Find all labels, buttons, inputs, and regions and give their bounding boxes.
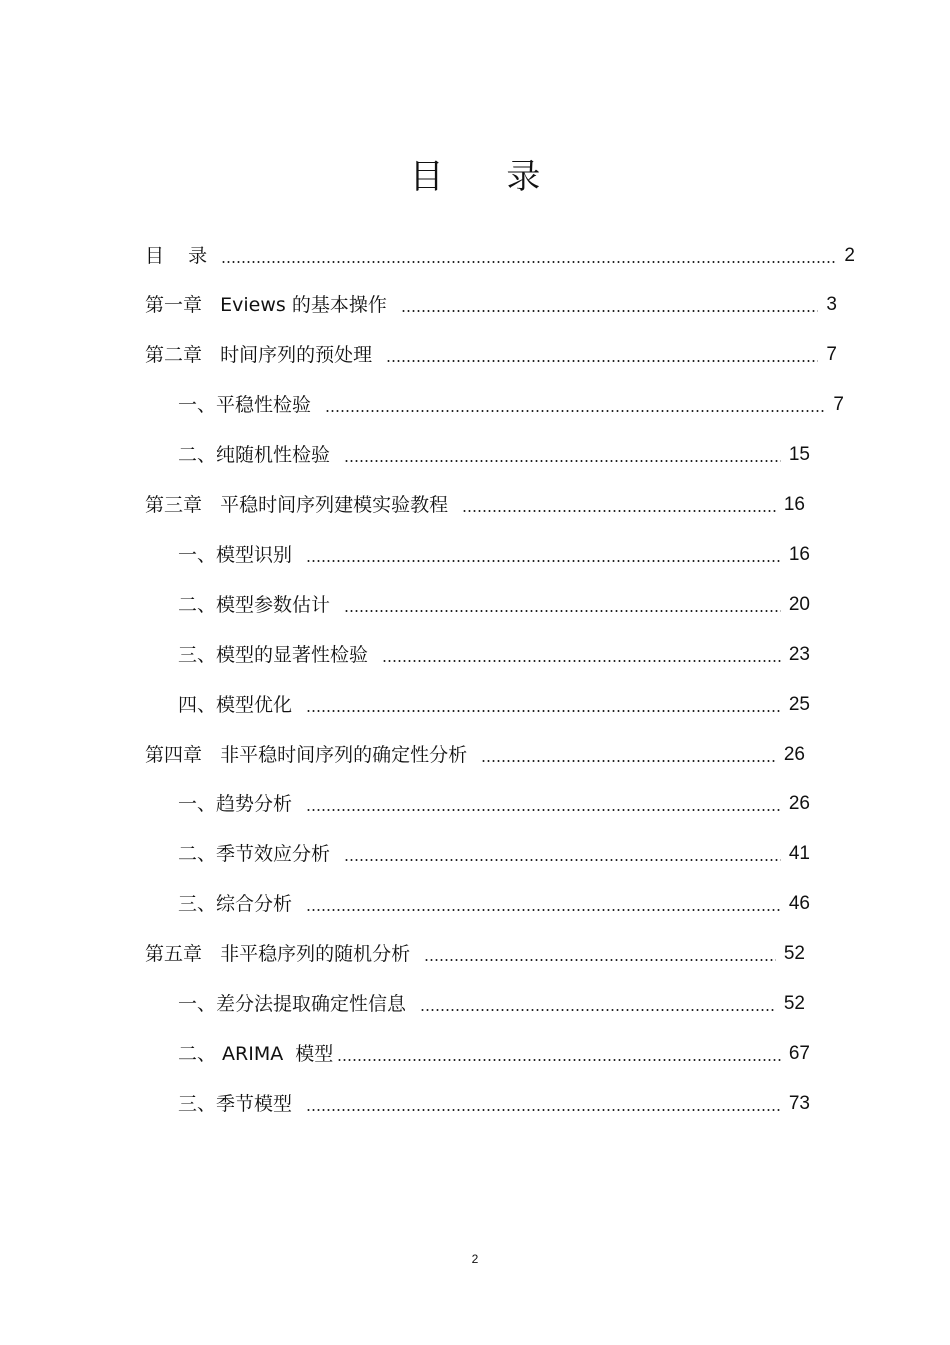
dot-leader [344, 440, 781, 470]
toc-entry-label: 二、 ARIMA 模型 [178, 1043, 334, 1065]
toc-entry-page: 67 [788, 1043, 810, 1064]
dot-leader [481, 740, 776, 770]
toc-entry-page: 52 [783, 943, 805, 964]
dot-leader [401, 290, 819, 320]
toc-entry-label: 第二章 时间序列的预处理 [145, 344, 373, 366]
toc-entry-label: 三、综合分析 [178, 893, 293, 915]
toc-entry-label: 目 录 [145, 245, 208, 267]
toc-entry-page: 7 [833, 394, 844, 415]
dot-leader [386, 340, 818, 370]
toc-entry-label: 三、季节模型 [178, 1093, 293, 1115]
toc-entry-contents[interactable] [145, 241, 855, 271]
toc-entry-chapter-5[interactable] [145, 939, 805, 969]
toc-entry-page: 7 [826, 344, 837, 365]
toc-entry-page: 15 [788, 444, 810, 465]
dot-leader [221, 241, 836, 271]
dot-leader [337, 1039, 781, 1069]
toc-entry-section[interactable] [178, 889, 810, 919]
toc-entry-chapter-2[interactable] [145, 340, 837, 370]
toc-entry-label: 一、平稳性检验 [178, 394, 312, 416]
toc-entry-page: 73 [788, 1093, 810, 1114]
toc-entry-label: 二、季节效应分析 [178, 843, 331, 865]
toc-entry-page: 46 [788, 893, 810, 914]
toc-entry-section[interactable] [178, 839, 810, 869]
dot-leader [382, 640, 781, 670]
toc-entry-section[interactable] [178, 440, 810, 470]
toc-entry-section[interactable] [178, 390, 844, 420]
dot-leader [306, 540, 781, 570]
toc-entry-label: 三、模型的显著性检验 [178, 644, 369, 666]
page-title: 目 录 [409, 157, 567, 197]
dot-leader [420, 989, 776, 1019]
toc-entry-label: 第四章 非平稳时间序列的确定性分析 [145, 744, 468, 766]
toc-entry-page: 26 [783, 744, 805, 765]
dot-leader [325, 390, 825, 420]
toc-entry-chapter-4[interactable] [145, 740, 805, 770]
toc-entry-page: 26 [788, 793, 810, 814]
toc-entry-section[interactable] [178, 690, 810, 720]
toc-entry-chapter-3[interactable] [145, 490, 805, 520]
toc-entry-label: 第五章 非平稳序列的随机分析 [145, 943, 411, 965]
toc-entry-section[interactable] [178, 1039, 810, 1069]
dot-leader [424, 939, 776, 969]
toc-entry-page: 23 [788, 644, 810, 665]
toc-entry-label: 一、模型识别 [178, 544, 293, 566]
toc-entry-page: 16 [788, 544, 810, 565]
toc-entry-page: 41 [788, 843, 810, 864]
toc-entry-section[interactable] [178, 989, 805, 1019]
dot-leader [306, 690, 781, 720]
toc-entry-label: 二、模型参数估计 [178, 594, 331, 616]
toc-entry-label: 一、趋势分析 [178, 793, 293, 815]
toc-entry-label: 第三章 平稳时间序列建模实验教程 [145, 494, 449, 516]
toc-entry-section[interactable] [178, 590, 810, 620]
toc-entry-page: 25 [788, 694, 810, 715]
dot-leader [306, 1089, 781, 1119]
toc-entry-label: 四、模型优化 [178, 694, 293, 716]
dot-leader [462, 490, 776, 520]
toc-entry-label: 一、差分法提取确定性信息 [178, 993, 407, 1015]
toc-entry-page: 20 [788, 594, 810, 615]
toc-entry-page: 3 [826, 294, 837, 315]
toc-entry-label: 第一章 Eviews 的基本操作 [145, 294, 387, 316]
toc-entry-page: 16 [783, 494, 805, 515]
toc-entry-chapter-1[interactable] [145, 290, 837, 320]
dot-leader [344, 839, 781, 869]
toc-entry-label: 二、纯随机性检验 [178, 444, 331, 466]
dot-leader [306, 789, 781, 819]
toc-entry-section[interactable] [178, 540, 810, 570]
dot-leader [306, 889, 781, 919]
toc-entry-section[interactable] [178, 789, 810, 819]
toc-entry-section[interactable] [178, 640, 810, 670]
toc-entry-page: 2 [844, 245, 855, 266]
toc-entry-page: 52 [783, 993, 805, 1014]
dot-leader [344, 590, 781, 620]
page-number: 2 [471, 1252, 479, 1266]
toc-entry-section[interactable] [178, 1089, 810, 1119]
